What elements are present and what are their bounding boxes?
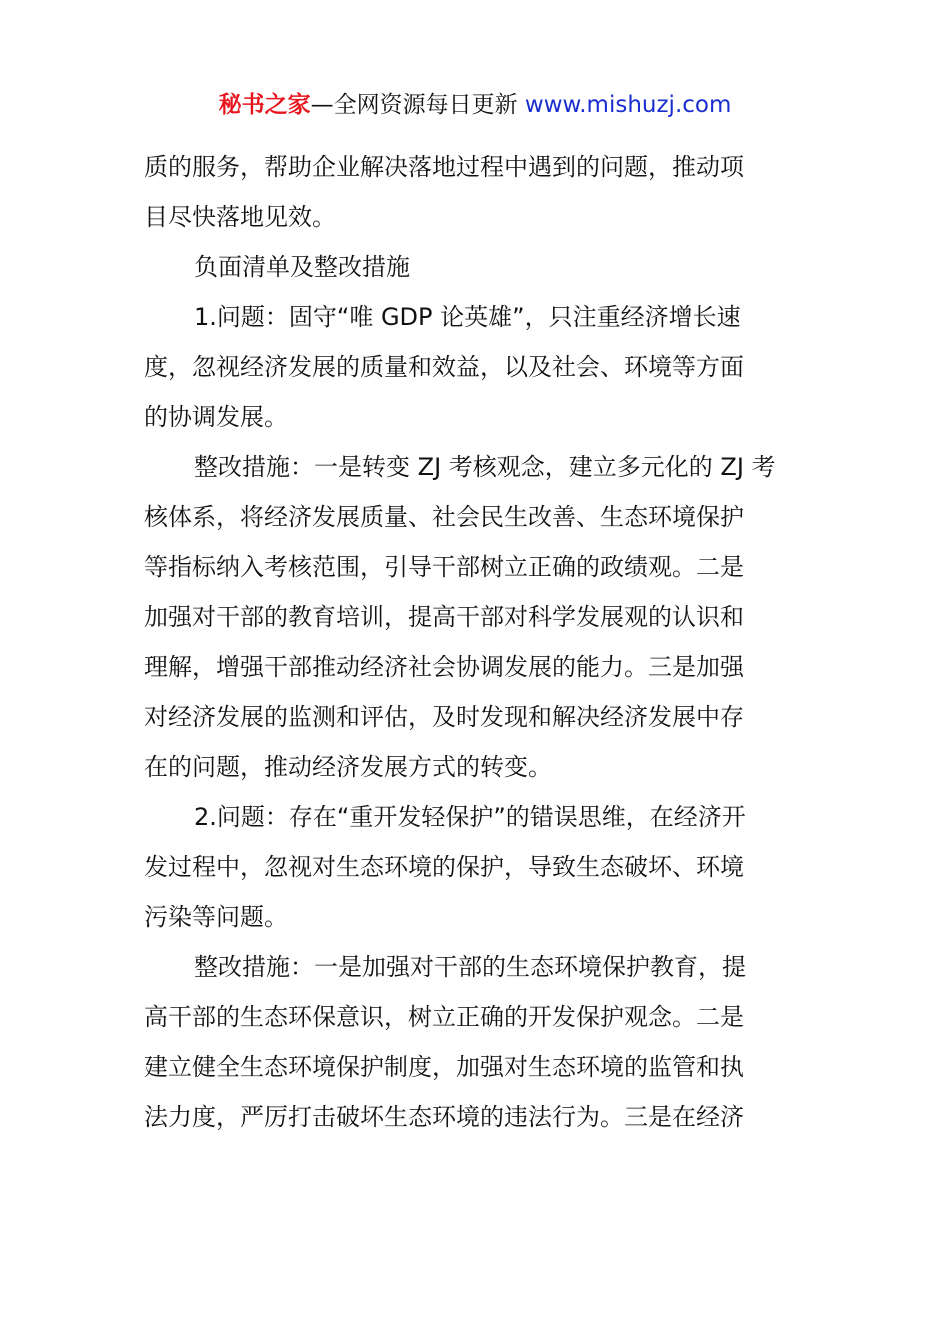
paragraph-line: 理解，增强干部推动经济社会协调发展的能力。三是加强: [144, 653, 744, 681]
document-body: [144, 142, 814, 1142]
paragraph-line: 建立健全生态环境保护制度，加强对生态环境的监管和执: [144, 1053, 744, 1081]
paragraph-line: 在的问题，推动经济发展方式的转变。: [144, 753, 552, 781]
paragraph-first-line: 负面清单及整改措施: [194, 253, 410, 281]
paragraph-line: 加强对干部的教育培训，提高干部对科学发展观的认识和: [144, 603, 744, 631]
paragraph-first-line: 2.问题：存在“重开发轻保护”的错误思维，在经济开: [194, 803, 746, 831]
paragraph-line: 法力度，严厉打击破坏生态环境的违法行为。三是在经济: [144, 1103, 744, 1131]
paragraph-line: 等指标纳入考核范围，引导干部树立正确的政绩观。二是: [144, 553, 744, 581]
paragraph-line: 发过程中，忽视对生态环境的保护，导致生态破坏、环境: [144, 853, 744, 881]
paragraph-first-line: 整改措施：一是转变 ZJ 考核观念，建立多元化的 ZJ 考: [194, 453, 776, 481]
paragraph-line: 的协调发展。: [144, 403, 288, 431]
page-header: [0, 88, 950, 122]
paragraph-line: 目尽快落地见效。: [144, 203, 336, 231]
paragraph-line: 污染等问题。: [144, 903, 288, 931]
paragraph-first-line: 整改措施：一是加强对干部的生态环境保护教育，提: [194, 953, 746, 981]
paragraph-line: 度，忽视经济发展的质量和效益，以及社会、环境等方面: [144, 353, 744, 381]
paragraph-line: 质的服务，帮助企业解决落地过程中遇到的问题，推动项: [144, 153, 744, 181]
paragraph-line: 高干部的生态环保意识，树立正确的开发保护观念。二是: [144, 1003, 744, 1031]
paragraph-line: 核体系，将经济发展质量、社会民生改善、生态环境保护: [144, 503, 744, 531]
site-url-link[interactable]: www.mishuzj.com: [524, 92, 732, 118]
brand-name: 秘书之家: [218, 92, 311, 118]
paragraph-line: 对经济发展的监测和评估，及时发现和解决经济发展中存: [144, 703, 744, 731]
paragraph-first-line: 1.问题：固守“唯 GDP 论英雄”，只注重经济增长速: [194, 303, 741, 331]
header-tagline: —全网资源每日更新: [310, 92, 518, 118]
